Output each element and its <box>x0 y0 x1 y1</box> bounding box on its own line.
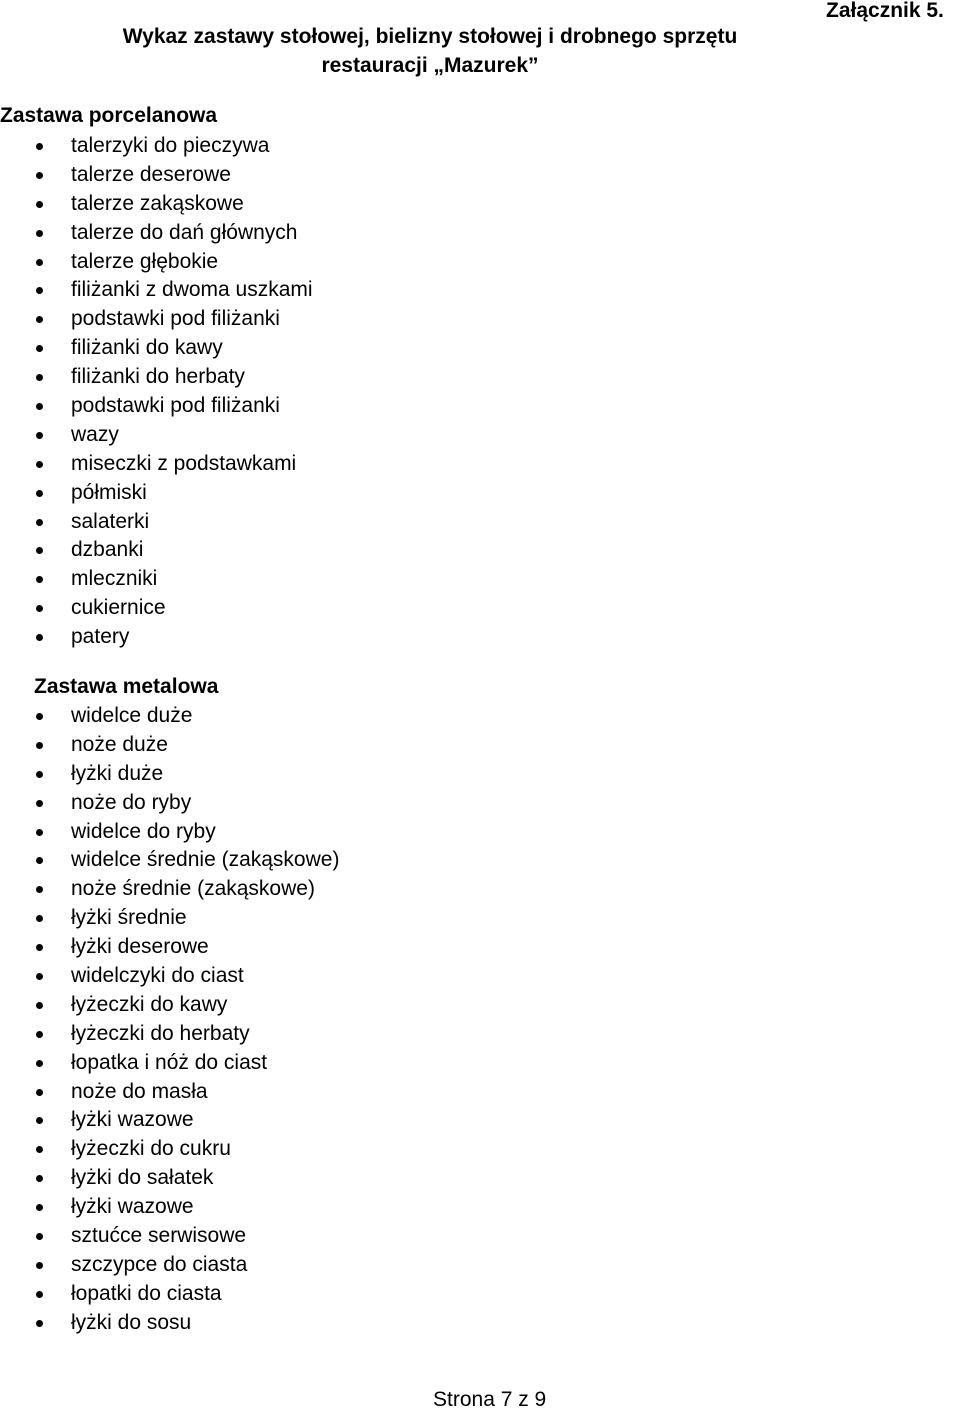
bullet-icon <box>36 886 43 893</box>
bullet-icon <box>36 1060 43 1067</box>
list-item-text: salaterki <box>71 509 150 533</box>
list-item-text: filiżanki do kawy <box>71 336 223 360</box>
bullet-icon <box>36 973 43 980</box>
bullet-icon <box>36 634 43 641</box>
list-item-text: łyżki do sosu <box>71 1310 192 1334</box>
list-item-text: łyżeczki do herbaty <box>71 1021 250 1045</box>
list-item-text: widelce średnie (zakąskowe) <box>71 848 340 872</box>
list-item-text: noże do ryby <box>71 790 192 814</box>
list-item-text: łopatka i nóż do ciast <box>71 1050 268 1074</box>
bullet-icon <box>36 1175 43 1182</box>
bullet-icon <box>36 201 43 208</box>
bullet-icon <box>36 172 43 179</box>
list-item-text: łyżki wazowe <box>71 1108 194 1132</box>
list-item-text: wazy <box>71 422 119 446</box>
list-item-text: widelce do ryby <box>71 819 216 843</box>
section-heading-porcelain: Zastawa porcelanowa <box>0 104 218 127</box>
bullet-icon <box>36 316 43 323</box>
bullet-icon <box>36 915 43 922</box>
bullet-icon <box>36 857 43 864</box>
bullet-icon <box>36 1117 43 1124</box>
bullet-icon <box>36 1262 43 1269</box>
list-item-text: miseczki z podstawkami <box>71 451 297 475</box>
list-item-text: widelczyki do ciast <box>71 964 244 988</box>
document-title <box>0 22 860 80</box>
bullet-icon <box>36 374 43 381</box>
list-item-text: łyżki duże <box>71 761 164 785</box>
bullet-icon <box>36 1031 43 1038</box>
bullet-icon <box>36 576 43 583</box>
bullet-icon <box>36 1089 43 1096</box>
list-item-text: filiżanki do herbaty <box>71 365 245 389</box>
bullet-icon <box>36 1320 43 1327</box>
list-item-text: szczypce do ciasta <box>71 1252 248 1276</box>
page-number: Strona 7 z 9 <box>433 1388 547 1411</box>
list-item-text: talerze do dań głównych <box>71 220 298 244</box>
bullet-icon <box>36 287 43 294</box>
bullet-icon <box>36 829 43 836</box>
list-item-text: patery <box>71 625 130 649</box>
list-item-text: mleczniki <box>71 567 158 591</box>
list-item-text: łyżki średnie <box>71 906 187 930</box>
list-item-text: łyżki deserowe <box>71 935 209 959</box>
section-heading-metal: Zastawa metalowa <box>34 675 219 698</box>
list-item-text: łyżeczki do cukru <box>71 1137 231 1161</box>
bullet-icon <box>36 713 43 720</box>
bullet-icon <box>36 1291 43 1298</box>
list-item-text: łopatki do ciasta <box>71 1281 222 1305</box>
list-item-text: talerzyki do pieczywa <box>71 134 270 157</box>
title-line-2: restauracji „Mazurek” <box>321 54 539 77</box>
list-item-text: cukiernice <box>71 596 166 620</box>
bullet-icon <box>36 1204 43 1211</box>
annex-label: Załącznik 5. <box>826 0 944 22</box>
bullet-icon <box>36 143 43 150</box>
bullet-icon <box>36 1233 43 1240</box>
bullet-icon <box>36 1002 43 1009</box>
bullet-icon <box>36 432 43 439</box>
bullet-icon <box>36 944 43 951</box>
list-item-text: łyżki wazowe <box>71 1195 194 1219</box>
list-item-text: podstawki pod filiżanki <box>71 307 280 331</box>
bullet-icon <box>36 259 43 266</box>
list-item-text: talerze zakąskowe <box>71 191 244 215</box>
bullet-icon <box>36 547 43 554</box>
list-item-text: noże średnie (zakąskowe) <box>71 877 315 901</box>
list-item-text: łyżeczki do kawy <box>71 992 228 1016</box>
list-item-text: widelce duże <box>71 704 193 727</box>
list-item-text: noże do masła <box>71 1079 208 1103</box>
bullet-icon <box>36 461 43 468</box>
list-item-text: talerze głębokie <box>71 249 219 273</box>
bullet-icon <box>36 605 43 612</box>
bullet-icon <box>36 490 43 497</box>
bullet-icon <box>36 800 43 807</box>
list-item-text: noże duże <box>71 732 168 756</box>
bullet-icon <box>36 230 43 237</box>
bullet-icon <box>36 519 43 526</box>
list-item-text: filiżanki z dwoma uszkami <box>71 278 313 302</box>
bullet-icon <box>36 403 43 410</box>
bullet-icon <box>36 771 43 778</box>
list-item-text: talerze deserowe <box>71 162 231 186</box>
bullet-icon <box>36 345 43 352</box>
bullet-icon <box>36 1146 43 1153</box>
bullet-icon <box>36 742 43 749</box>
list-item-text: sztućce serwisowe <box>71 1224 247 1248</box>
list-item-text: łyżki do sałatek <box>71 1166 214 1190</box>
list-item-text: podstawki pod filiżanki <box>71 394 280 418</box>
title-line-1: Wykaz zastawy stołowej, bielizny stołowej i drobnego sprzętu <box>122 25 738 48</box>
list-item-text: półmiski <box>71 480 147 504</box>
list-item-text: dzbanki <box>71 538 144 562</box>
